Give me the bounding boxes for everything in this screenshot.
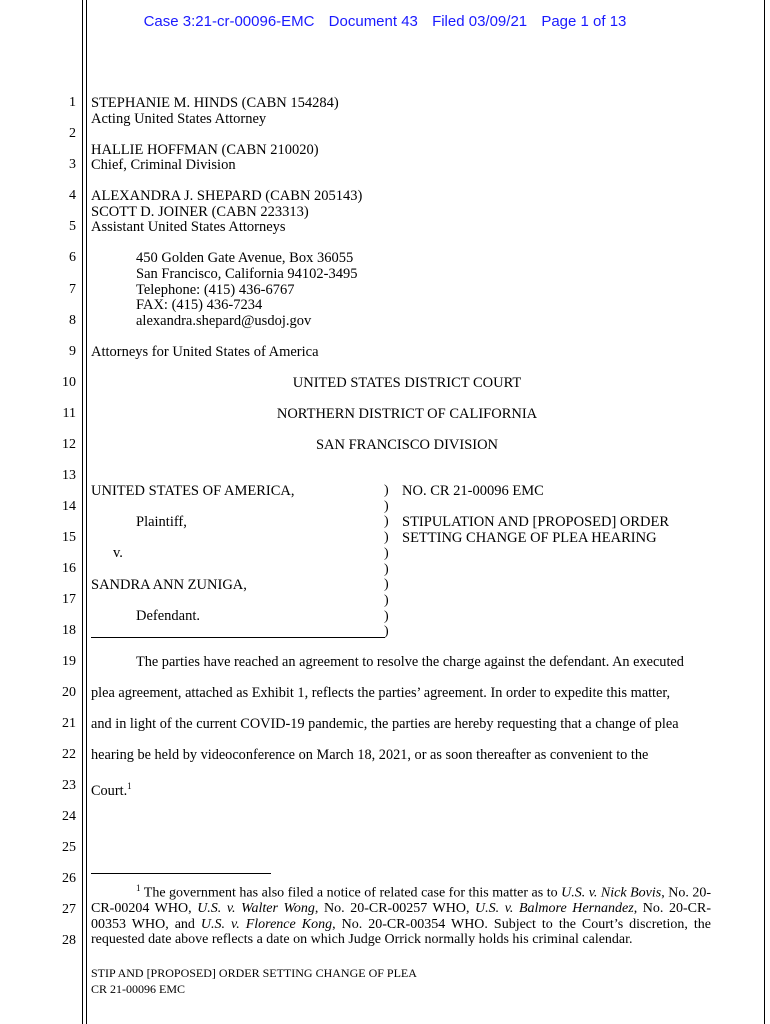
line-number: 14 (62, 499, 76, 514)
footnote-text: , No. 20-CR-00354 WHO. Subject to the Court’s discretion, the requested date above reflects a date on which Judge Orrick normally holds his criminal calendar. (91, 916, 711, 948)
footnote-text: , No. 20-CR-00204 WHO, (91, 885, 712, 917)
caption-parenthesis-column: ) ) ) ) ) ) ) ) ) ) (384, 483, 389, 640)
case-citation: U.S. v. Nick Bovis (561, 885, 662, 901)
document-title-line: STIPULATION AND [PROPOSED] ORDER (402, 514, 670, 530)
office-address-street: 450 Golden Gate Avenue, Box 36055 (136, 250, 354, 266)
body-line-last (91, 778, 132, 799)
court-district: NORTHERN DISTRICT OF CALIFORNIA (276, 406, 538, 422)
footer-title: STIP AND [PROPOSED] ORDER SETTING CHANGE OF PLEA (91, 966, 417, 980)
line-number: 2 (69, 126, 76, 141)
line-number: 27 (62, 902, 76, 917)
line-number: 9 (69, 344, 76, 359)
court-name: UNITED STATES DISTRICT COURT (292, 375, 522, 391)
left-margin-rule-outer (82, 0, 83, 1024)
counsel-name: SCOTT D. JOINER (CABN 223313) (91, 204, 309, 220)
body-line: hearing be held by videoconference on March 18, 2021, or as soon thereafter as convenient to the (91, 747, 649, 763)
counsel-title: Acting United States Attorney (91, 111, 267, 127)
line-number: 11 (62, 406, 76, 421)
ecf-header (0, 13, 770, 30)
body-line: The parties have reached an agreement to resolve the charge against the defendant. An executed (136, 654, 684, 670)
document-title-line: SETTING CHANGE OF PLEA HEARING (402, 530, 657, 546)
body-line: plea agreement, attached as Exhibit 1, reflects the parties’ agreement. In order to expedite this matter, (91, 685, 671, 701)
page-count-stamp: Page 1 of 13 (541, 13, 627, 30)
line-number: 12 (62, 437, 76, 452)
office-telephone: Telephone: (415) 436-6767 (136, 282, 295, 298)
body-line: Court. (91, 782, 128, 799)
plaintiff-label: Plaintiff, (136, 514, 187, 530)
attorneys-for: Attorneys for United States of America (91, 344, 319, 360)
line-number: 4 (69, 188, 76, 203)
office-fax: FAX: (415) 436-7234 (136, 297, 263, 313)
right-margin-rule (764, 0, 765, 1024)
case-number-stamp: Case 3:21-cr-00096-EMC (143, 13, 315, 30)
court-division: SAN FRANCISCO DIVISION (315, 437, 499, 453)
case-number: NO. CR 21-00096 EMC (402, 483, 544, 499)
counsel-name: ALEXANDRA J. SHEPARD (CABN 205143) (91, 188, 363, 204)
line-number: 23 (62, 778, 76, 793)
footnote-text: The government has also filed a notice of related case for this matter as to (143, 885, 562, 901)
office-email: alexandra.shepard@usdoj.gov (136, 313, 312, 329)
line-number: 6 (69, 250, 76, 265)
counsel-title: Chief, Criminal Division (91, 157, 236, 173)
case-citation: U.S. v. Florence Kong (200, 916, 333, 932)
counsel-name: HALLIE HOFFMAN (CABN 210020) (91, 142, 319, 158)
line-number: 22 (62, 747, 76, 762)
office-address-city: San Francisco, California 94102-3495 (136, 266, 358, 282)
plaintiff-name: UNITED STATES OF AMERICA, (91, 483, 295, 499)
footnote-text: , No. 20-CR-00353 WHO, and (91, 901, 711, 932)
defendant-label: Defendant. (136, 608, 201, 624)
footnote-text: , No. 20-CR-00257 WHO, (314, 901, 476, 917)
line-number: 13 (62, 468, 76, 483)
versus: v. (113, 545, 123, 561)
case-citation: U.S. v. Balmore Hernandez (475, 901, 634, 917)
document-number-stamp: Document 43 (328, 13, 418, 30)
footnote-number: 1 (136, 883, 141, 893)
line-number: 16 (62, 561, 76, 576)
left-margin-rule-inner (86, 0, 87, 1024)
line-number: 19 (62, 654, 76, 669)
filed-date-stamp: Filed 03/09/21 (432, 13, 528, 30)
line-number: 8 (69, 313, 76, 328)
caption-bottom-rule (91, 637, 385, 638)
counsel-title: Assistant United States Attorneys (91, 219, 286, 235)
line-number: 26 (62, 871, 76, 886)
line-number: 15 (62, 530, 76, 545)
line-number: 5 (69, 219, 76, 234)
body-line: and in light of the current COVID-19 pandemic, the parties are hereby requesting that a change of plea (91, 716, 679, 732)
counsel-name: STEPHANIE M. HINDS (CABN 154284) (91, 95, 339, 111)
line-number: 7 (69, 282, 76, 297)
footnote (91, 881, 711, 948)
line-number: 17 (62, 592, 76, 607)
line-number: 1 (69, 95, 76, 110)
line-number: 21 (62, 716, 76, 731)
line-number: 20 (62, 685, 76, 700)
line-number: 3 (69, 157, 76, 172)
defendant-name: SANDRA ANN ZUNIGA, (91, 577, 247, 593)
line-number: 18 (62, 623, 76, 638)
line-number: 25 (62, 840, 76, 855)
line-number: 24 (62, 809, 76, 824)
line-number: 28 (62, 933, 76, 948)
footnote-reference: 1 (127, 781, 132, 791)
line-number: 10 (62, 375, 76, 390)
footer-case-number: CR 21-00096 EMC (91, 982, 186, 996)
footnote-separator (91, 873, 271, 874)
case-citation: U.S. v. Walter Wong (197, 901, 315, 917)
